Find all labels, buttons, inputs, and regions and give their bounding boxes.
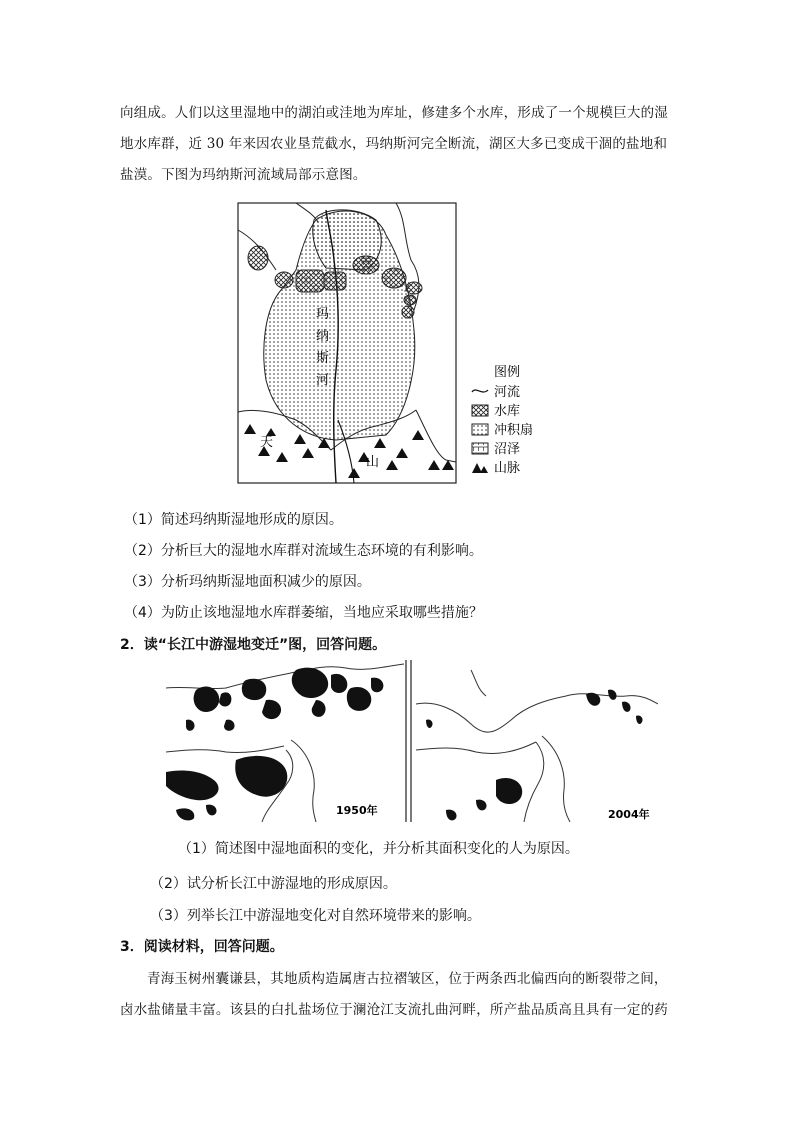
intro-line-1: 向组成。人们以这里湿地中的湖泊或洼地为库址，修建多个水库，形成了一个规模巨大的湿 [120,105,668,121]
alluvial-fan-icon [472,424,488,435]
q2-sub2: （2）试分析长江中游湿地的形成原因。 [150,876,397,892]
reservoir-1 [248,246,268,270]
q3-heading: 3．阅读材料，回答问题。 [120,939,284,955]
mountain-char-tian: 天 [260,435,274,450]
river-char-1: 玛 [316,307,330,322]
q2-sub3: （3）列举长江中游湿地变化对自然环境带来的影响。 [150,908,481,924]
legend-label-reservoir: 水库 [494,404,521,419]
mountain-char-shan: 山 [366,455,380,470]
intro-line-3: 盐漠。下图为玛纳斯河流域局部示意图。 [120,167,367,183]
legend-label-river: 河流 [494,385,521,400]
river-char-2: 纳 [316,329,330,344]
reservoir-icon [472,405,488,416]
q1-sub4: （4）为防止该地湿地水库群萎缩，当地应采取哪些措施？ [124,605,483,621]
intro-line-2: 地水库群，近 30 年来因农业垦荒截水，玛纳斯河完全断流，湖区大多已变成干涸的盐地和 [120,136,668,152]
q3-line-1: 青海玉树州囊谦县，其地质构造属唐古拉褶皱区，位于两条西北偏西向的断裂带之间， [147,971,668,987]
q2-heading: 2．读“长江中游湿地变迁”图，回答问题。 [120,637,387,653]
river-icon [472,390,488,392]
legend-label-mountain: 山脉 [494,461,521,476]
river-char-3: 斯 [316,351,330,366]
yangtze-wetland-maps [166,660,658,822]
q2-sub1: （1）简述图中湿地面积的变化，并分析其面积变化的人为原因。 [178,841,579,857]
q1-sub1: （1）简述玛纳斯湿地形成的原因。 [124,512,343,528]
mountain-icon [472,463,488,473]
q1-sub2: （2）分析巨大的湿地水库群对流域生态环境的有利影响。 [124,543,483,559]
q1-sub3: （3）分析玛纳斯湿地面积减少的原因。 [124,574,371,590]
swamp-icon [472,443,488,454]
year-label-1950: 1950年 [336,804,378,817]
map-2004 [416,670,658,822]
map-1950 [166,664,404,822]
year-label-2004: 2004年 [608,808,650,821]
manas-basin-map [236,200,556,490]
legend-label-swamp: 沼泽 [494,442,521,457]
legend-title: 图例 [494,365,521,380]
q3-line-2: 卤水盐储量丰富。该县的白扎盐场位于澜沧江支流扎曲河畔，所产盐品质高且具有一定的药 [120,1002,668,1018]
river-char-4: 河 [316,373,330,388]
legend-label-fan: 冲积扇 [494,423,534,438]
